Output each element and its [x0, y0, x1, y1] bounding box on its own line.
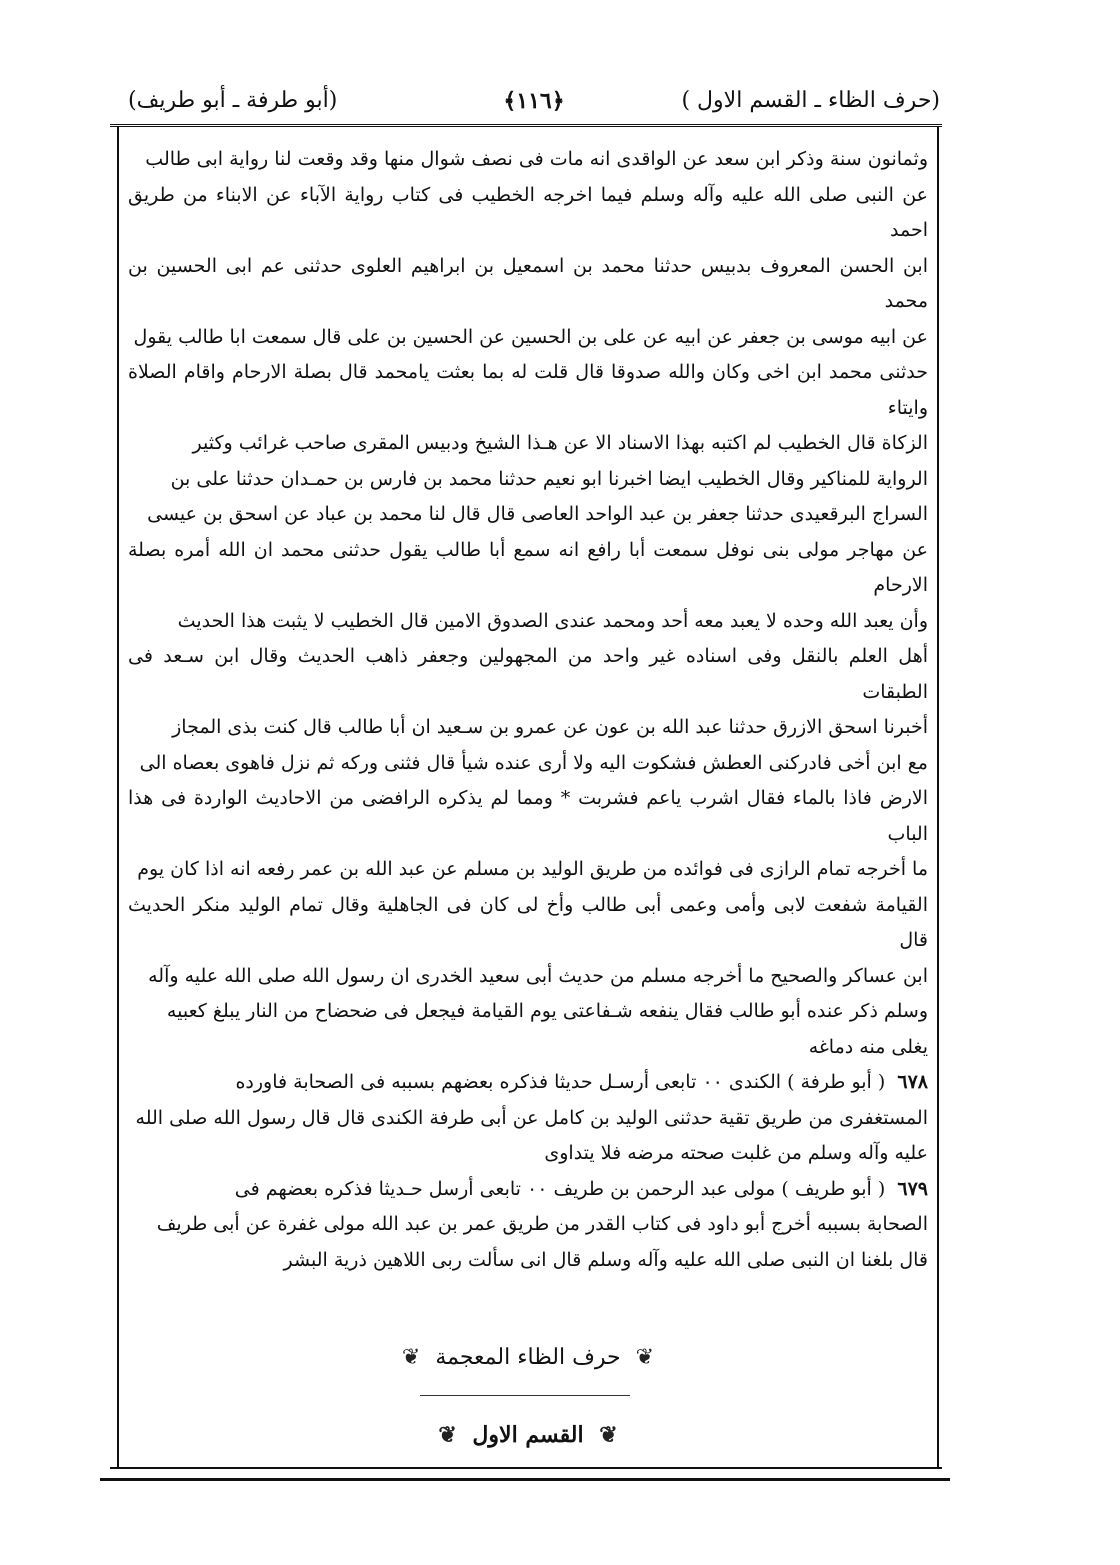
- text-line: عليه وآله وسلم من غلبت صحته مرضه فلا يتداوى: [544, 1142, 928, 1164]
- text-line: [128, 1065, 928, 1101]
- text-line: قال بلغنا ان النبى صلى الله عليه وآله وسلم قال انى سألت ربى اللاهين ذرية البشر: [283, 1248, 928, 1271]
- text-line: ما أخرجه تمام الرازى فى فوائده من طريق الوليد بن مسلم عن عبد الله بن عمر رفعه انه اذا كان يوم: [137, 858, 928, 880]
- ornament-icon: ❦: [635, 1345, 655, 1370]
- text-line: المستغفرى من طريق تقية حدثنى الوليد بن كامل عن أبى طرفة الكندى قال قال رسول الله صلى الله: [135, 1106, 928, 1129]
- text-line: السراج البرقعيدى حدثنا جعفر بن عبد الواحد العاصى قال قال لنا محمد بن عباد عن اسحق بن عيسى: [147, 503, 928, 525]
- subsection-heading: [128, 1422, 928, 1448]
- ornament-icon: ❦: [438, 1422, 457, 1448]
- text-line: الصحابة بسببه أخرج أبو داود فى كتاب القدر من طريق عمر بن عبد الله مولى غفرة عن أبى طريف: [156, 1213, 928, 1235]
- ornament-icon: ❦: [401, 1345, 421, 1370]
- text-line: وأن يعبد الله وحده لا يعبد معه أحد ومحمد عندى الصدوق الامين قال الخطيب لا يثبت هذا الحديث: [177, 609, 928, 632]
- text-line: [128, 1172, 928, 1208]
- section-title: حرف الظاء المعجمة: [435, 1345, 621, 1370]
- ornament-icon: ❦: [599, 1422, 618, 1448]
- subsection-title: القسم الاول: [472, 1422, 584, 1448]
- text-line: حدثنى محمد ابن اخى وكان والله صدوقا قال قلت له بما بعثت يامحمد قال بصلة الارحام واقام الصلاة وايتاء: [128, 361, 928, 419]
- page-header: [128, 88, 940, 122]
- text-line: مع ابن أخى فادركنى العطش فشكوت اليه ولا أرى عنده شيأ قال فثنى وركه ثم نزل فاهوى بعصاه الى: [139, 751, 928, 774]
- text-line: يغلى منه دماغه: [808, 1035, 928, 1058]
- text-line: القيامة شفعت لابى وأمى وعمى أبى طالب وأخ لى كان فى الجاهلية وقال تمام الوليد منكر الحديث قال: [128, 893, 928, 951]
- page-number: ﴿١١٦﴾: [503, 88, 565, 114]
- text-line: عن ابيه موسى بن جعفر عن ابيه عن على بن الحسين عن الحسين بن على قال سمعت ابا طالب يقول: [133, 325, 928, 348]
- paragraph-abu-talib: [128, 142, 928, 1065]
- heading-divider: [420, 1395, 630, 1396]
- text-line: عن مهاجر مولى بنى نوفل سمعت أبا رافع انه سمع أبا طالب يقول حدثنى محمد ان الله أمره بصلة الارحام: [128, 538, 928, 596]
- text-line: الارض فاذا بالماء فقال اشرب ياعم فشربت * ومما لم يذكره الرافضى من الاحاديث الواردة فى هذا الباب: [128, 787, 928, 845]
- bottom-rule-outer: [100, 1478, 950, 1481]
- entry-text: ( أبو طرفة ) الكندى ٠٠ تابعى أرسـل حديثا فذكره بعضهم بسببه فى الصحابة فاورده: [235, 1071, 886, 1093]
- text-line: ابن عساكر والصحيح ما أخرجه مسلم من حديث أبى سعيد الخدرى ان رسول الله صلى الله عليه وآله: [148, 964, 928, 987]
- text-line: وسلم ذكر عنده أبو طالب فقال ينفعه شـفاعتى يوم القيامة فيجعل فى ضحضاح من النار يبلغ كعبيه: [166, 1000, 928, 1022]
- entry-678: [128, 1065, 928, 1172]
- text-line: وثمانون سنة وذكر ابن سعد عن الواقدى انه مات فى نصف شوال منها وقد وقعت لنا رواية ابى طالب: [145, 148, 928, 170]
- text-line: ابن الحسن المعروف بدبيس حدثنا محمد بن اسمعيل بن ابراهيم العلوى حدثنى عم ابى الحسين بن محمد: [128, 254, 928, 312]
- entry-text: ( أبو طريف ) مولى عبد الرحمن بن طريف ٠٠ تابعى أرسل حـديثا فذكره بعضهم فى: [234, 1177, 886, 1200]
- text-line: أخبرنا اسحق الازرق حدثنا عبد الله بن عون عن عمرو بن سـعيد ان أبا طالب قال كنت بذى المجاز: [172, 716, 928, 738]
- section-heading: [128, 1345, 928, 1370]
- body-text: [128, 142, 928, 1278]
- bottom-rule-inner: [110, 1467, 942, 1469]
- text-line: الرواية للمناكير وقال الخطيب ايضا اخبرنا ابو نعيم حدثنا محمد بن فارس بن حمـدان حدثنا على بن: [170, 467, 928, 490]
- text-line: عن النبى صلى الله عليه وآله وسلم فيما اخرجه الخطيب فى كتاب رواية الآباء عن الابناء من طريق احمد: [128, 183, 928, 241]
- entry-number: ٦٧٩: [897, 1177, 928, 1200]
- header-section-title: (حرف الظاء ـ القسم الاول ): [681, 88, 940, 113]
- entry-number: ٦٧٨: [897, 1071, 928, 1093]
- header-entry-range: (أبو طرفة ـ أبو طريف): [128, 88, 338, 113]
- text-line: الزكاة قال الخطيب لم اكتبه بهذا الاسناد الا عن هـذا الشيخ ودبيس المقرى صاحب غرائب وكثير: [192, 432, 928, 454]
- entry-679: [128, 1172, 928, 1279]
- text-line: أهل العلم بالنقل وفى اسناده غير واحد من المجهولين وجعفر ذاهب الحديث وقال ابن سـعد فى الطبقات: [128, 645, 928, 703]
